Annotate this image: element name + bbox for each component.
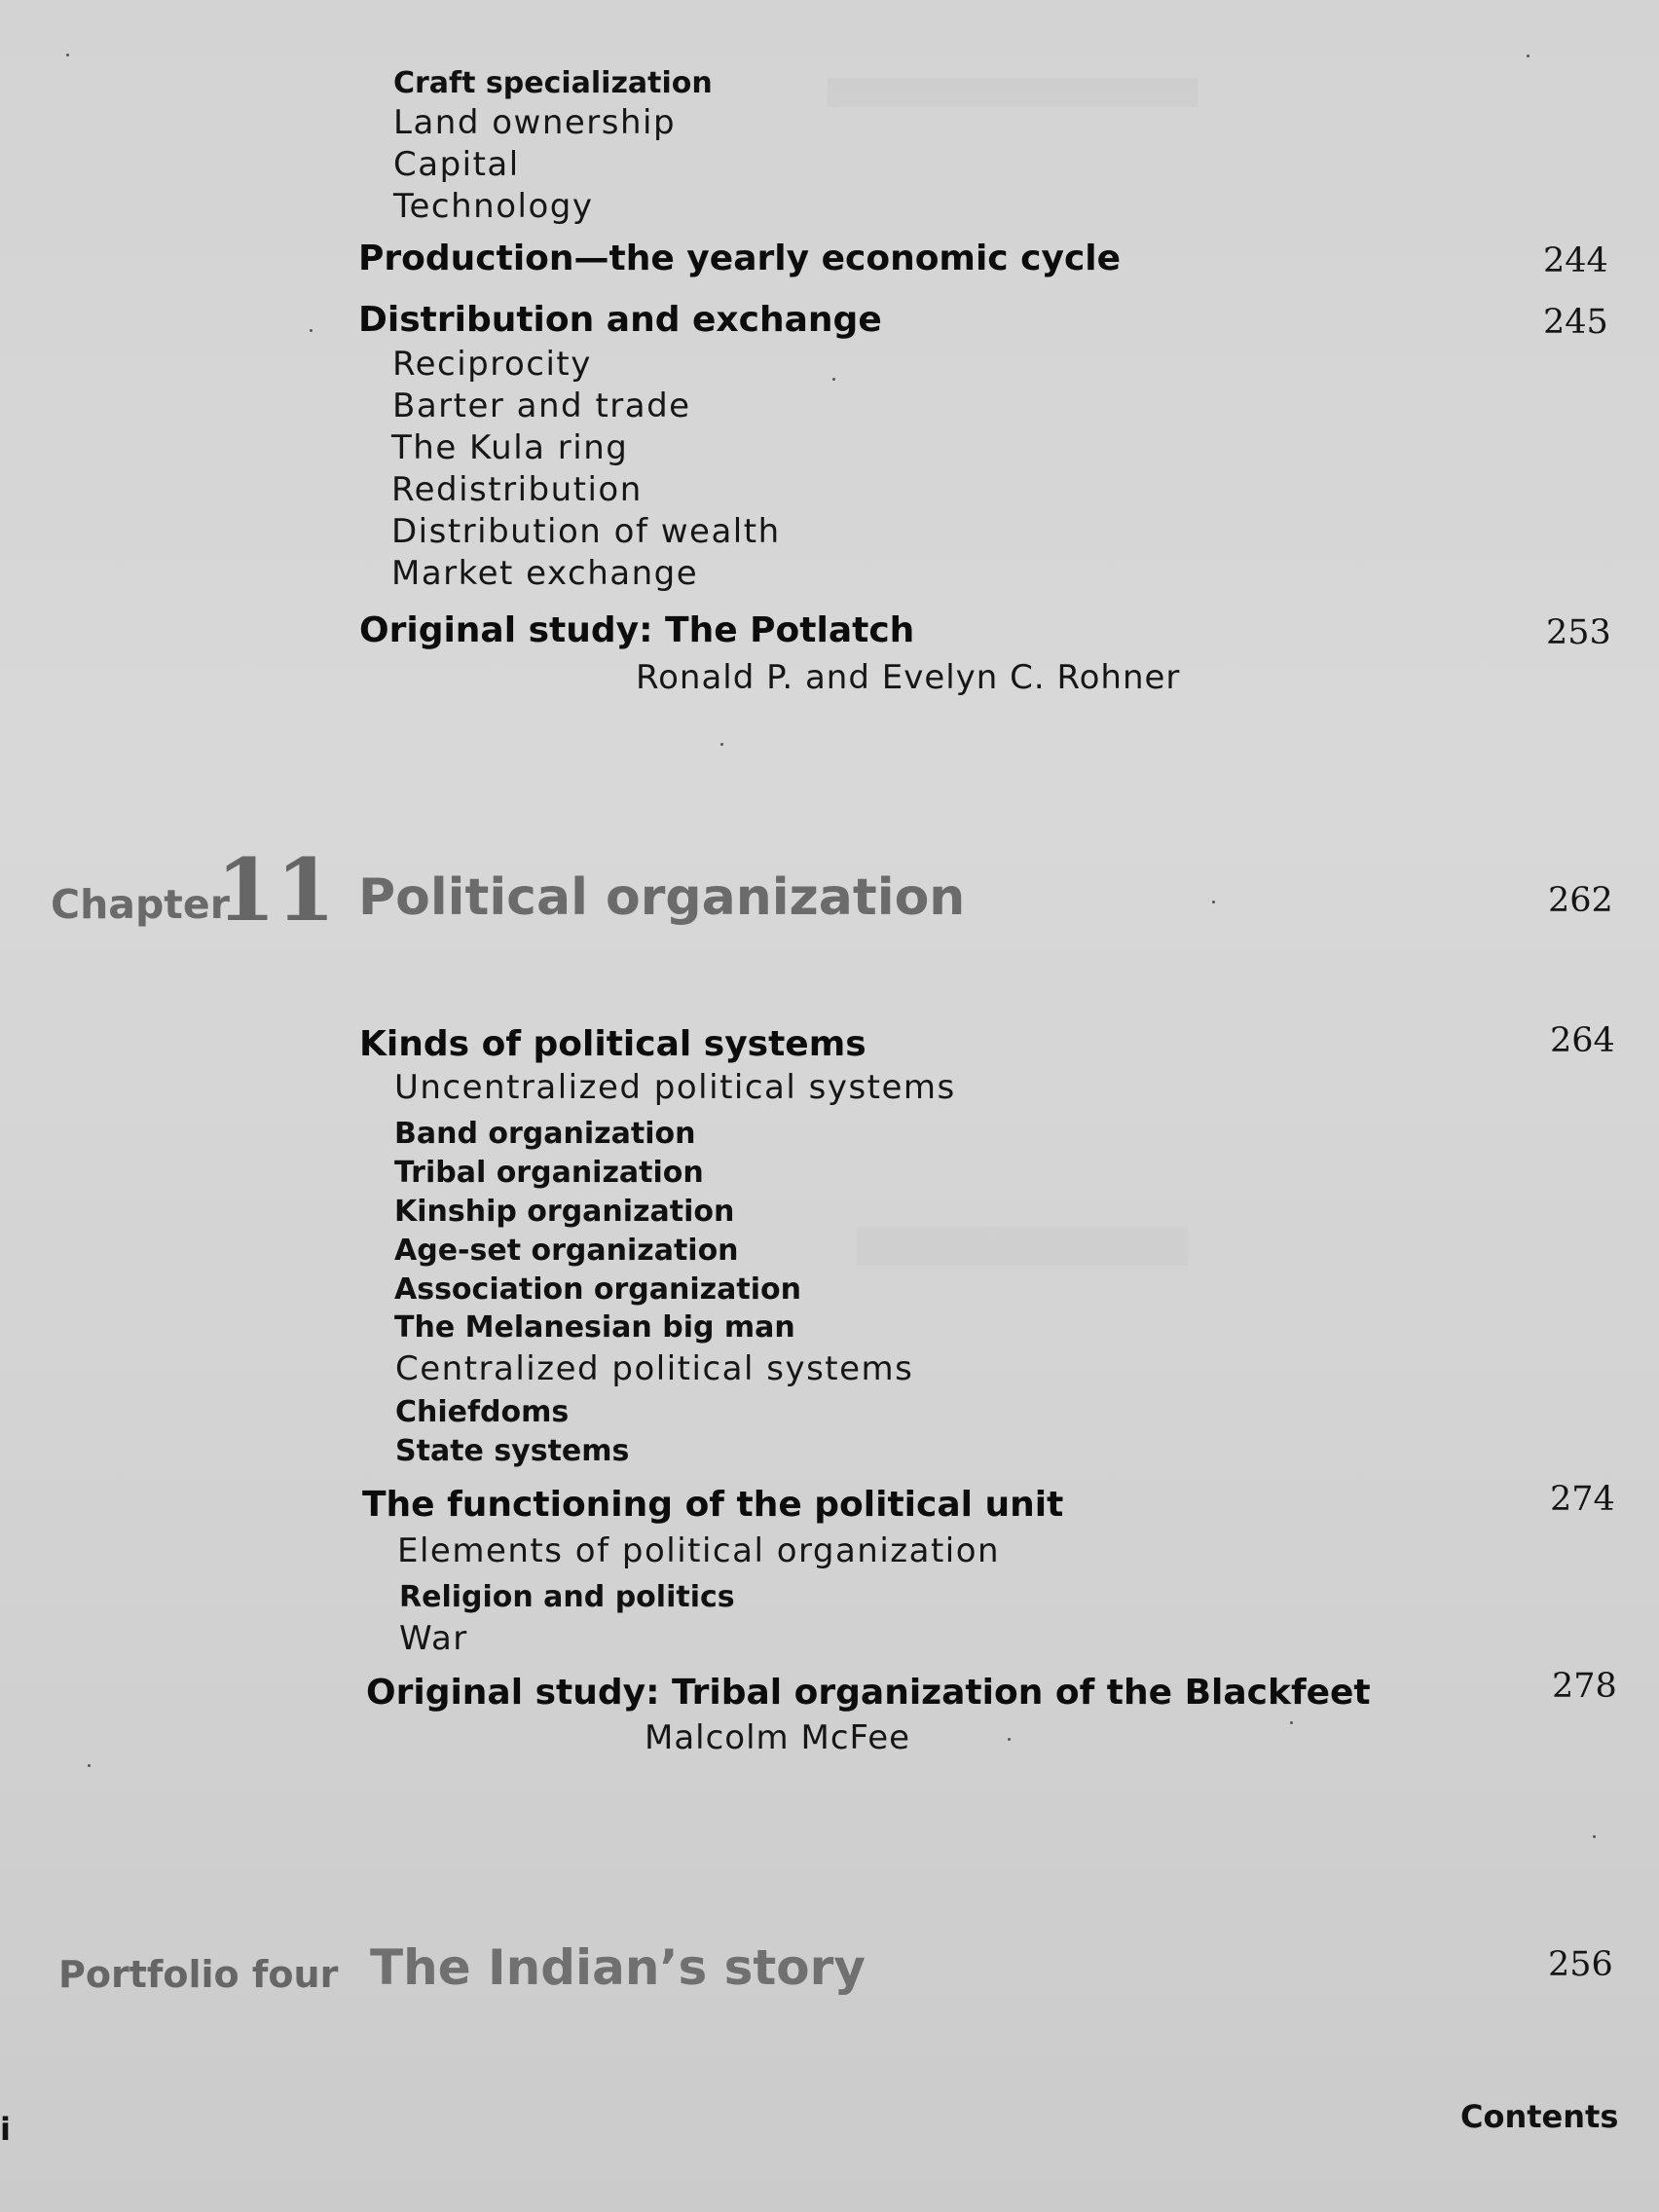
toc-entry-craft-specialization: Craft specialization <box>393 66 713 100</box>
toc-entry-wealth: Distribution of wealth <box>391 512 781 551</box>
toc-entry-kinship: Kinship organization <box>394 1195 735 1229</box>
page-number-portfolio: 256 <box>1548 1945 1613 1984</box>
chapter-number: 11 <box>216 839 336 940</box>
paper-speck <box>310 329 313 332</box>
toc-entry-market: Market exchange <box>391 554 699 593</box>
toc-heading-functioning: The functioning of the political unit <box>362 1485 1064 1525</box>
portfolio-title: The Indian’s story <box>370 1939 866 1996</box>
toc-heading-kinds: Kinds of political systems <box>359 1024 866 1064</box>
toc-entry-redistribution: Redistribution <box>391 470 643 509</box>
toc-entry-elements: Elements of political organization <box>397 1531 1001 1570</box>
chapter-title: Political organization <box>358 868 966 927</box>
paper-speck <box>832 378 835 381</box>
toc-entry-kula: The Kula ring <box>391 428 629 467</box>
paper-speck <box>1212 901 1215 903</box>
page-number-blackfeet: 278 <box>1552 1667 1617 1706</box>
toc-entry-uncentralized: Uncentralized political systems <box>394 1068 956 1107</box>
toc-heading-production: Production—the yearly economic cycle <box>358 239 1122 278</box>
chapter-label: Chapter <box>51 881 230 928</box>
toc-entry-war: War <box>399 1619 468 1658</box>
toc-heading-potlatch: Original study: The Potlatch <box>359 610 915 650</box>
toc-entry-barter: Barter and trade <box>392 387 691 425</box>
toc-entry-chiefdoms: Chiefdoms <box>395 1395 570 1429</box>
page-number-functioning: 274 <box>1550 1480 1615 1519</box>
paper-speck <box>1008 1738 1011 1741</box>
paper-speck <box>66 54 69 56</box>
page-number-kinds: 264 <box>1550 1021 1615 1060</box>
page-number-chapter: 262 <box>1548 881 1613 920</box>
paper-speck <box>720 743 723 746</box>
toc-entry-land-ownership: Land ownership <box>393 103 677 142</box>
toc-entry-ageset: Age-set organization <box>394 1234 739 1268</box>
paper-speck <box>1593 1835 1596 1838</box>
page-number-production: 244 <box>1543 241 1608 280</box>
toc-heading-distribution: Distribution and exchange <box>358 300 882 340</box>
toc-entry-tribal: Tribal organization <box>394 1156 704 1190</box>
toc-entry-technology: Technology <box>393 187 594 226</box>
page-number-distribution: 245 <box>1543 303 1608 342</box>
toc-author-blackfeet: Malcolm McFee <box>645 1718 911 1757</box>
toc-entry-association: Association organization <box>394 1272 801 1307</box>
toc-entry-reciprocity: Reciprocity <box>392 345 592 384</box>
paper-speck <box>1290 1721 1293 1724</box>
paper-speck <box>1527 55 1530 57</box>
footer-contents-label: Contents <box>1460 2098 1619 2135</box>
toc-entry-centralized: Centralized political systems <box>395 1349 914 1388</box>
page-number-potlatch: 253 <box>1546 613 1611 652</box>
toc-entry-state: State systems <box>395 1434 630 1468</box>
paper-speck <box>88 1764 91 1767</box>
footer-page-mark: i <box>0 2111 11 2148</box>
toc-entry-band: Band organization <box>394 1117 696 1151</box>
toc-entry-bigman: The Melanesian big man <box>394 1310 795 1345</box>
portfolio-label: Portfolio four <box>58 1953 339 1996</box>
toc-entry-capital: Capital <box>393 145 520 184</box>
toc-heading-blackfeet: Original study: Tribal organization of the Blackfeet <box>366 1673 1371 1713</box>
toc-entry-religion: Religion and politics <box>399 1580 735 1614</box>
toc-author-potlatch: Ronald P. and Evelyn C. Rohner <box>636 658 1181 697</box>
